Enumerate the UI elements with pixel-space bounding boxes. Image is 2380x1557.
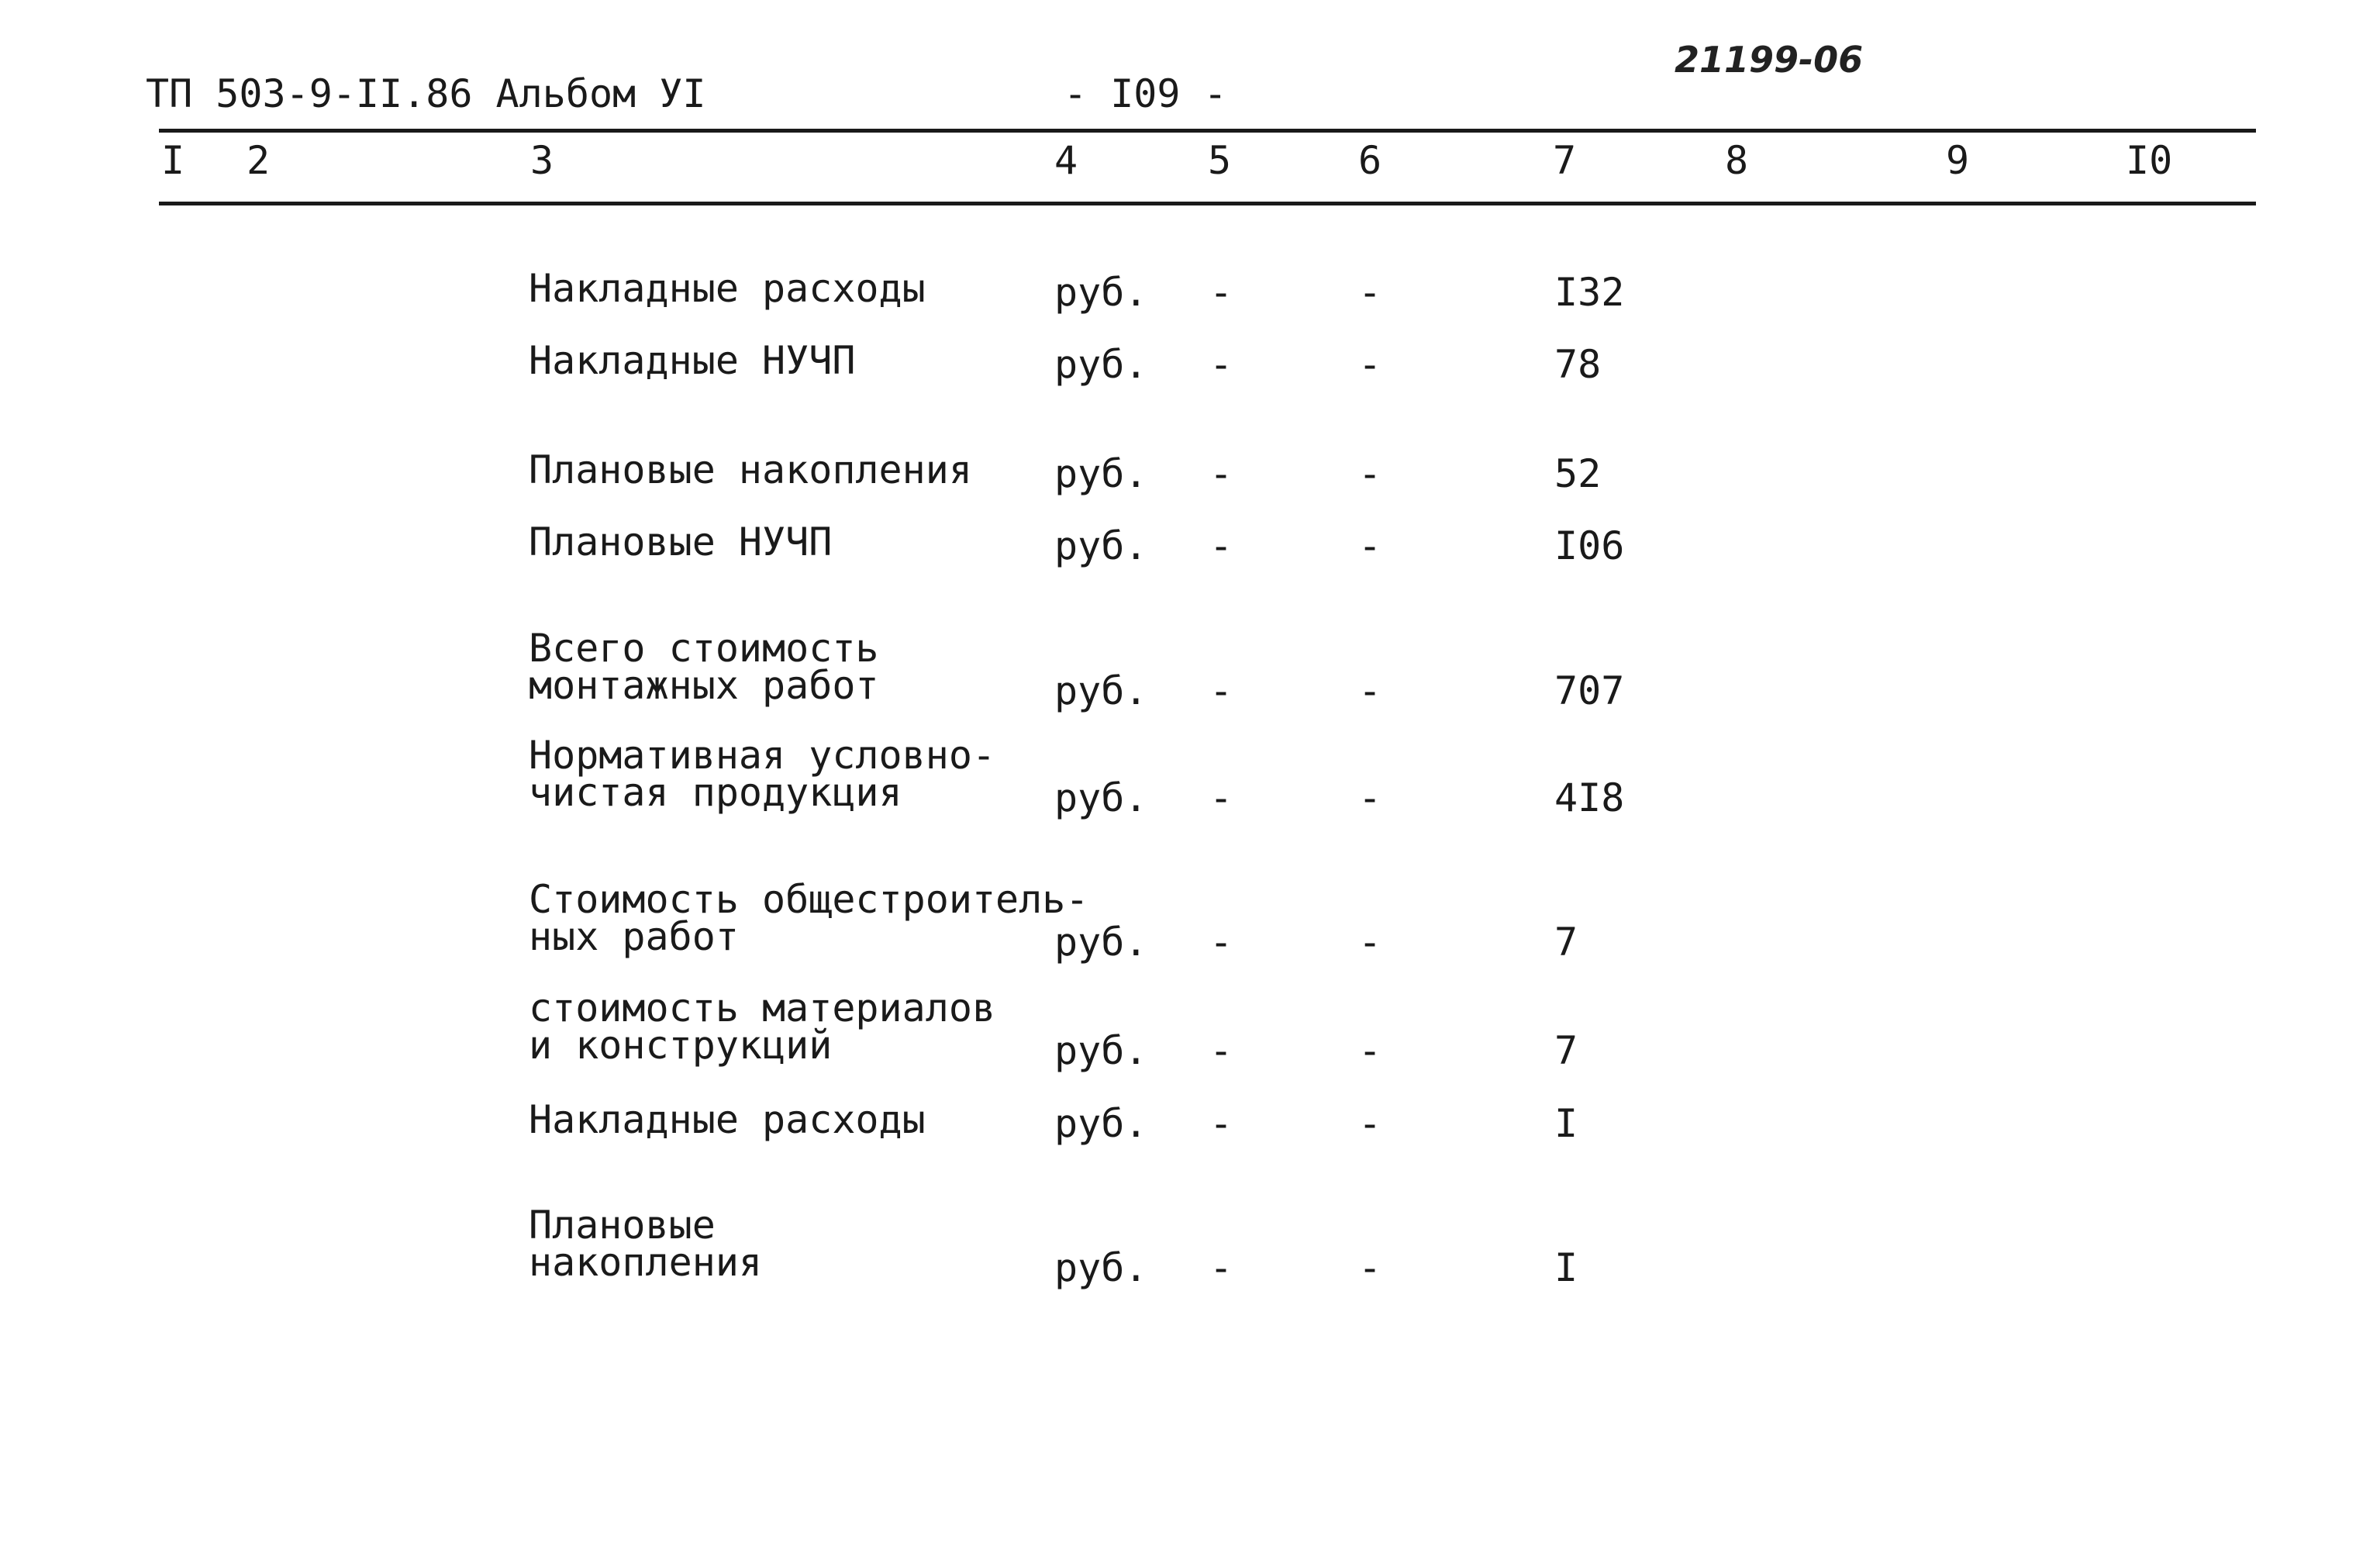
row-col6: - xyxy=(1358,1101,1382,1146)
column-header-4: 4 xyxy=(1054,138,1078,183)
column-header-2: 2 xyxy=(247,138,271,183)
row-col5: - xyxy=(1209,270,1233,315)
row-name: Накладные НУЧП xyxy=(529,338,856,383)
row-value: I xyxy=(1554,1245,1578,1290)
row-col6: - xyxy=(1358,920,1382,965)
row-col5: - xyxy=(1209,1245,1233,1290)
column-header-6: 6 xyxy=(1358,138,1382,183)
column-header-7: 7 xyxy=(1553,138,1577,183)
row-value: 78 xyxy=(1554,342,1602,387)
row-value: I xyxy=(1554,1101,1578,1146)
row-name: Плановые накопления xyxy=(529,1203,763,1285)
row-name: Накладные расходы xyxy=(529,1097,926,1142)
row-col5: - xyxy=(1209,668,1233,713)
column-header-10: I0 xyxy=(2126,138,2173,183)
row-col5: - xyxy=(1209,775,1233,820)
row-col6: - xyxy=(1358,451,1382,496)
row-col5: - xyxy=(1209,342,1233,387)
row-name: Нормативная условно- чистая продукция xyxy=(529,733,996,815)
handwritten-note: 21199-06 xyxy=(1675,39,1864,81)
row-col6: - xyxy=(1358,668,1382,713)
row-col5: - xyxy=(1209,920,1233,965)
row-value: 7 xyxy=(1554,920,1578,965)
row-name: стоимость материалов и конструкций xyxy=(529,986,996,1068)
row-col5: - xyxy=(1209,1101,1233,1146)
row-name: Всего стоимость монтажных работ xyxy=(529,626,879,708)
row-col6: - xyxy=(1358,775,1382,820)
header-top-rule xyxy=(159,129,2256,133)
row-unit: руб. xyxy=(1054,920,1148,965)
row-value: 52 xyxy=(1554,451,1602,496)
row-value: 7 xyxy=(1554,1028,1578,1073)
row-unit: руб. xyxy=(1054,451,1148,496)
column-header-1: I xyxy=(161,138,185,183)
column-header-5: 5 xyxy=(1208,138,1232,183)
row-col6: - xyxy=(1358,523,1382,568)
column-header-8: 8 xyxy=(1725,138,1749,183)
row-name: Стоимость общестроитель- ных работ xyxy=(529,877,1089,959)
column-header-3: 3 xyxy=(530,138,554,183)
row-name: Накладные расходы xyxy=(529,266,926,311)
row-name: Плановые НУЧП xyxy=(529,520,833,564)
row-col6: - xyxy=(1358,342,1382,387)
row-unit: руб. xyxy=(1054,1245,1148,1290)
row-unit: руб. xyxy=(1054,342,1148,387)
header-bottom-rule xyxy=(159,202,2256,205)
row-value: 707 xyxy=(1554,668,1625,713)
row-col5: - xyxy=(1209,451,1233,496)
row-unit: руб. xyxy=(1054,775,1148,820)
row-col5: - xyxy=(1209,523,1233,568)
row-col6: - xyxy=(1358,270,1382,315)
row-unit: руб. xyxy=(1054,523,1148,568)
page-number: - I09 - xyxy=(1064,71,1227,116)
row-value: I32 xyxy=(1554,270,1625,315)
row-col6: - xyxy=(1358,1245,1382,1290)
row-unit: руб. xyxy=(1054,270,1148,315)
row-unit: руб. xyxy=(1054,1101,1148,1146)
document-reference: ТП 503-9-II.86 Альбом УI xyxy=(146,71,706,116)
row-value: 4I8 xyxy=(1554,775,1625,820)
row-unit: руб. xyxy=(1054,668,1148,713)
row-col6: - xyxy=(1358,1028,1382,1073)
row-unit: руб. xyxy=(1054,1028,1148,1073)
column-header-9: 9 xyxy=(1946,138,1970,183)
row-col5: - xyxy=(1209,1028,1233,1073)
row-value: I06 xyxy=(1554,523,1625,568)
row-name: Плановые накопления xyxy=(529,447,972,492)
